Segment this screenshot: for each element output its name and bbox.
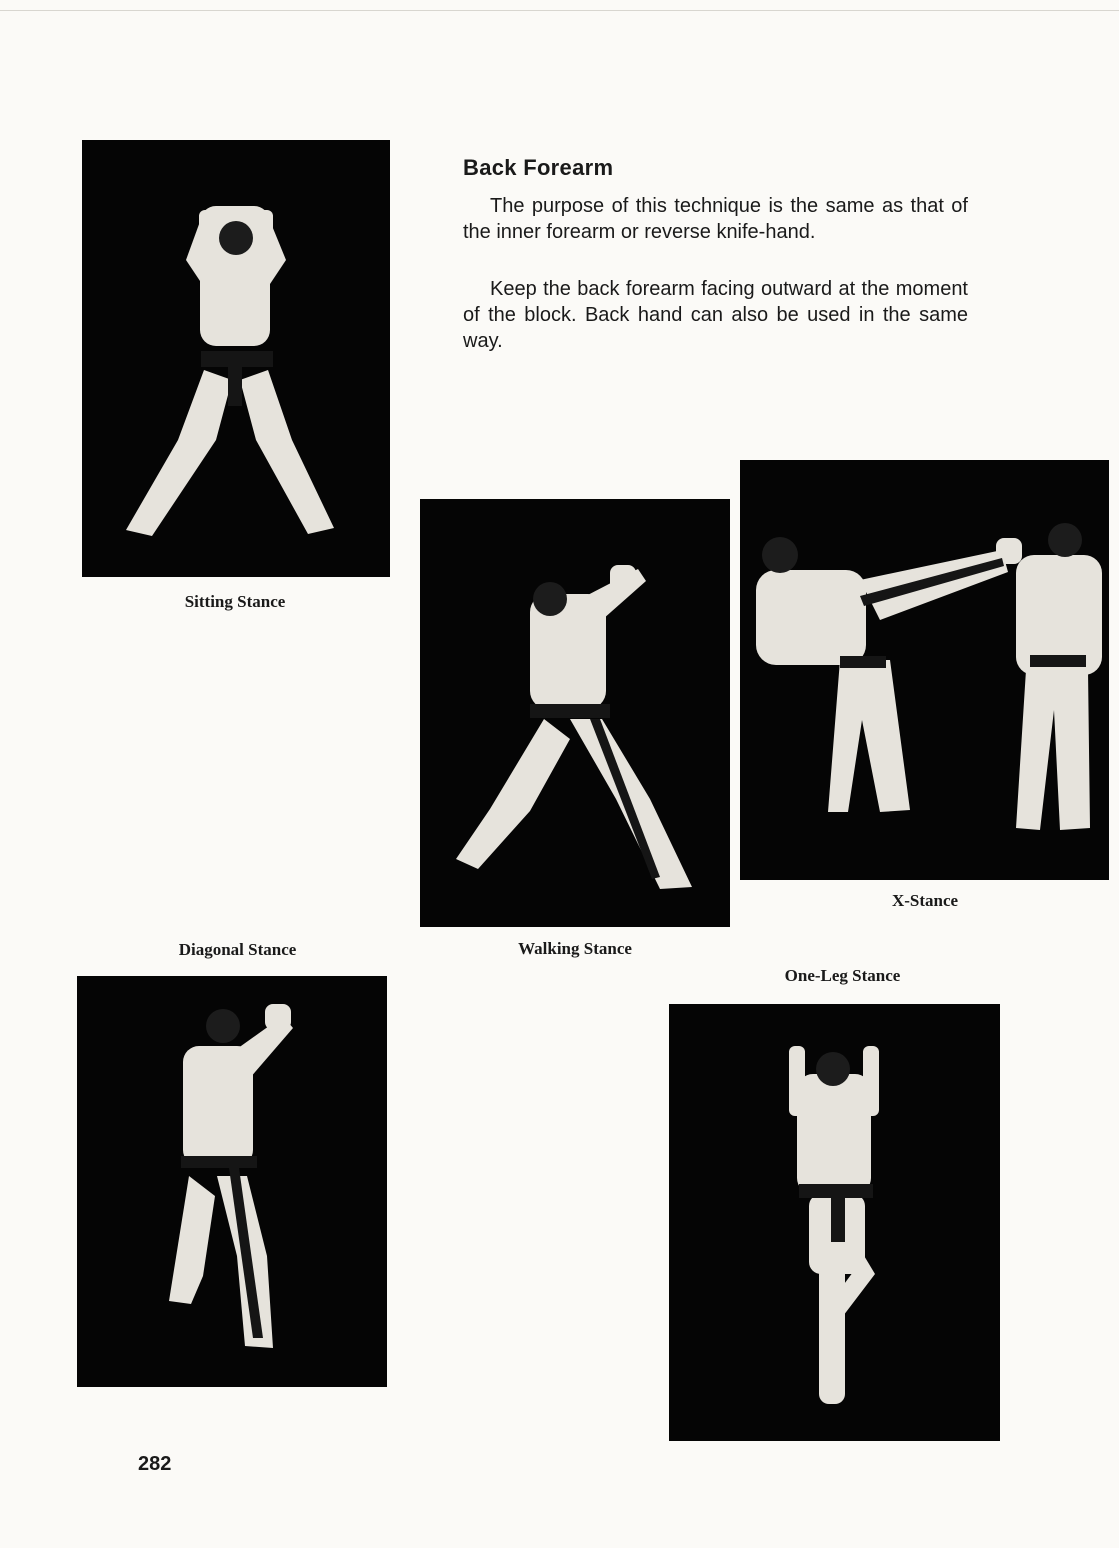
section-heading: Back Forearm (463, 155, 614, 180)
page-number: 282 (138, 1453, 172, 1475)
sitting-stance-figure (82, 140, 390, 577)
diagonal-stance-photo (77, 976, 387, 1387)
one-leg-stance-photo (669, 1004, 1000, 1441)
x-stance-photo (740, 460, 1109, 880)
walking-stance-figure (420, 499, 730, 927)
caption-sitting-stance: Sitting Stance (184, 592, 286, 611)
page-top-rule (0, 10, 1119, 11)
caption-diagonal-stance: Diagonal Stance (178, 940, 297, 959)
walking-stance-photo (420, 499, 730, 927)
diagonal-stance-figure (77, 976, 387, 1387)
sparring-pair-kick (740, 460, 1109, 880)
one-leg-stance-figure (669, 1004, 1000, 1441)
paragraph-2: Keep the back forearm facing outward at the moment of the block. Back hand can also be used in the same way. (463, 278, 968, 352)
caption-walking-stance: Walking Stance (518, 939, 632, 958)
caption-one-leg-stance: One-Leg Stance (784, 966, 901, 985)
sitting-stance-photo (82, 140, 390, 577)
caption-x-stance: X-Stance (891, 891, 959, 910)
paragraph-1: The purpose of this technique is the same as that of the inner forearm or reverse knife-hand. (463, 195, 968, 243)
